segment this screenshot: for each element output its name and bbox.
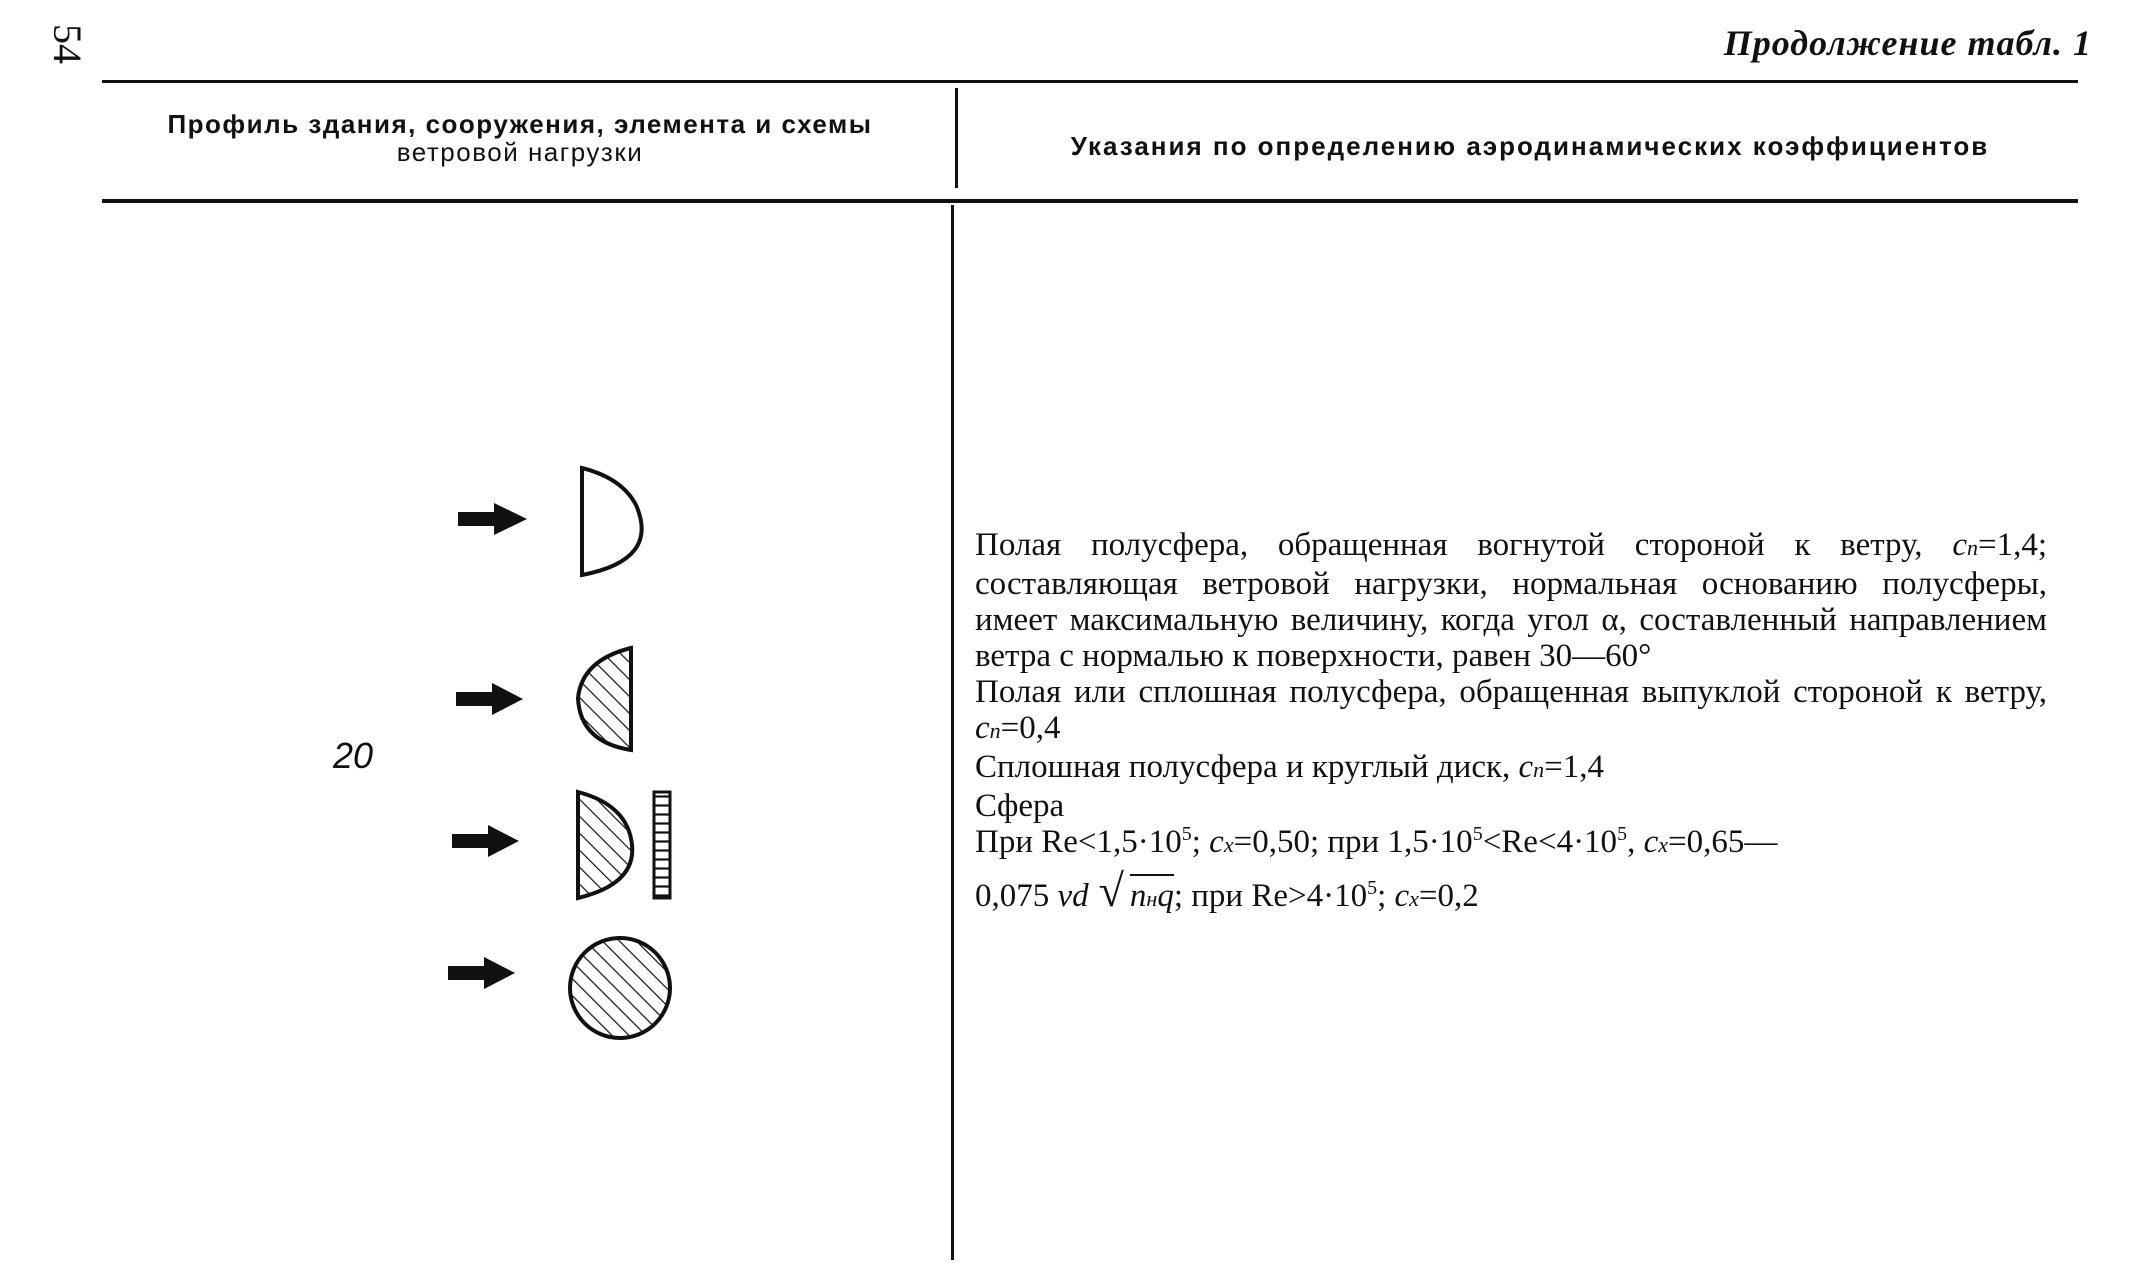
coef-symbol: c (1952, 527, 1967, 563)
paragraph-hollow-hemisphere (975, 527, 2047, 674)
page-number: 54 (45, 24, 91, 64)
text-run: Полая полусфера, обращенная вогнутой стороной к ветру, (975, 527, 1953, 563)
wind-arrow-1 (458, 503, 527, 535)
coef-symbol: c (1209, 824, 1224, 860)
coef-subscript: n (1533, 757, 1545, 782)
coef-symbol: c (1643, 824, 1659, 860)
text-run: При Re<1,5·10 (975, 824, 1182, 860)
formula-subscript: н (1146, 886, 1158, 911)
text-run: =1,4 (1544, 749, 1605, 785)
text-run: =0,2 (1418, 878, 1479, 914)
wind-arrow-2 (456, 683, 523, 715)
text-run: ; при Re>4·10 (1173, 878, 1368, 914)
text-run: ; (1377, 878, 1395, 914)
coef-subscript: n (989, 718, 1001, 743)
wind-arrow-3 (452, 825, 519, 857)
table-continuation-title: Продолжение табл. 1 (1723, 23, 2092, 63)
coef-subscript: n (1966, 535, 1978, 560)
formula-symbol: n (1129, 878, 1147, 914)
convex-hemisphere-figure (578, 648, 631, 750)
sqrt-radicand (1130, 874, 1174, 914)
exponent: 5 (1367, 877, 1378, 899)
exponent: 5 (1617, 823, 1628, 845)
coef-symbol: c (1518, 749, 1534, 785)
formula-symbol: vd (1057, 878, 1089, 914)
text-run: =0,65— (1667, 824, 1778, 860)
text-run: , (1627, 824, 1644, 860)
left-header-line1: Профиль здания, сооружения, элемента и схемы (167, 109, 873, 139)
text-run: Сплошная полусфера и круглый диск, (975, 749, 1519, 785)
solid-hemisphere-figure (578, 792, 632, 898)
coef-subscript: x (1658, 832, 1668, 857)
text-run: =1,4; составляющая ветровой нагрузки, нормальная основанию полусферы, имеет максимальную величину, когда угол α, составленный направлением ветра с нормалью к поверхности, равен 30—60° (975, 527, 2047, 674)
hollow-hemisphere-figure (582, 468, 642, 575)
text-run: =0,50; при 1,5·10 (1233, 824, 1473, 860)
text-run: =0,4 (1000, 710, 1061, 746)
coef-subscript: x (1223, 832, 1234, 857)
exponent: 5 (1181, 823, 1192, 845)
wind-load-figures (0, 0, 960, 1263)
paragraph-sphere: Сфера (975, 788, 1065, 824)
sphere-figure (570, 938, 670, 1038)
sqrt-sign: √ (1098, 865, 1124, 916)
coef-subscript: x (1409, 886, 1419, 911)
text-run: ; (1191, 824, 1210, 860)
coefficient-instructions (975, 527, 2047, 917)
coef-symbol: c (975, 710, 990, 746)
paragraph-convex-hemisphere (975, 674, 2047, 749)
formula-symbol: q (1157, 878, 1174, 914)
paragraph-reynolds-1 (975, 824, 2047, 863)
exponent: 5 (1472, 823, 1483, 845)
disk-figure (654, 792, 670, 898)
paragraph-reynolds-2 (975, 865, 2047, 917)
row-number: 20 (333, 735, 374, 776)
left-header-line2: ветровой нагрузки (396, 137, 644, 167)
right-column-header: Указания по определению аэродинамических коэффициентов (1070, 131, 1990, 161)
text-run: Полая или сплошная полусфера, обращенная выпуклой стороной к ветру, (975, 674, 2047, 710)
coef-symbol: c (1394, 878, 1410, 914)
text-run: 0,075 (975, 878, 1058, 914)
text-run: <Re<4·10 (1482, 824, 1618, 860)
wind-arrow-4 (448, 957, 515, 989)
paragraph-solid-hemisphere (975, 749, 2047, 788)
